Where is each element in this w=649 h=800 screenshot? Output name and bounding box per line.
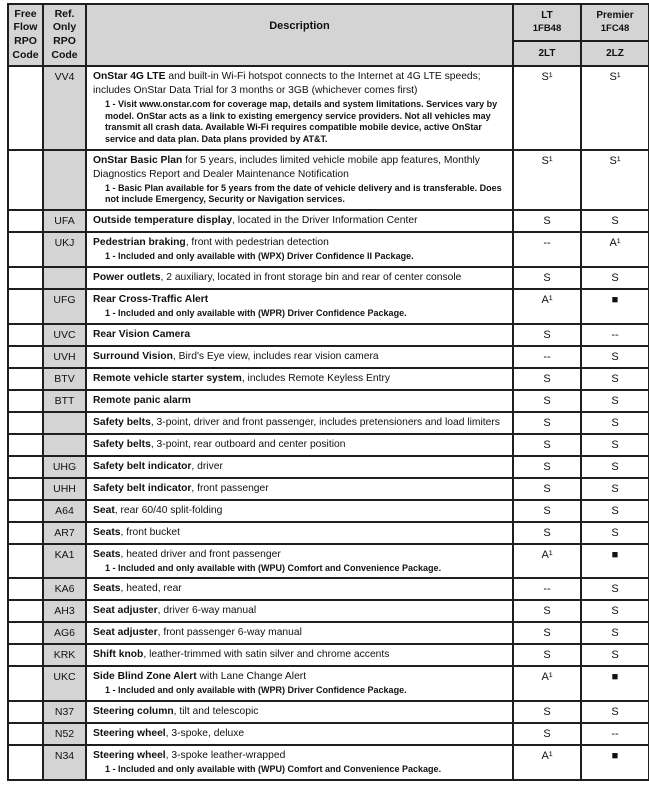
description-cell (86, 412, 513, 434)
feature-name: Steering column (93, 705, 174, 717)
description-cell (86, 500, 513, 522)
free-flow-code-cell (8, 390, 43, 412)
description-cell (86, 324, 513, 346)
description-cell (86, 745, 513, 780)
feature-detail: , heated driver and front passenger (120, 548, 281, 560)
ref-only-code-cell: AG6 (43, 622, 86, 644)
feature-footnote: 1 - Included and only available with (WPU) Comfort and Convenience Package. (105, 562, 442, 573)
lt-availability-cell: S (513, 723, 581, 745)
feature-detail: , rear 60/40 split-folding (114, 504, 223, 516)
feature-description (93, 70, 508, 98)
features-table-body (8, 66, 649, 780)
feature-description (93, 293, 508, 307)
lt-availability-cell: S (513, 412, 581, 434)
feature-description (93, 626, 508, 640)
premier-availability-cell: S (581, 412, 649, 434)
feature-name: Seat adjuster (93, 627, 158, 639)
feature-detail: , 3-spoke leather-wrapped (165, 749, 286, 761)
premier-availability-cell: ■ (581, 289, 649, 324)
feature-detail: , includes Remote Keyless Entry (241, 372, 391, 384)
free-flow-code-cell (8, 666, 43, 701)
feature-footnote: 1 - Included and only available with (WPR) Driver Confidence Package. (105, 307, 407, 318)
feature-name: OnStar 4G LTE (93, 71, 166, 82)
features-table (7, 3, 649, 781)
free-flow-code-cell (8, 368, 43, 390)
feature-detail: , 3-point, driver and front passenger, includes pretensioners and load limiters (150, 416, 500, 428)
premier-availability-cell: S (581, 522, 649, 544)
feature-row-N52 (8, 723, 649, 745)
feature-row-item-4 (8, 267, 649, 289)
premier-availability-cell: ■ (581, 544, 649, 579)
premier-availability-cell: S (581, 622, 649, 644)
feature-description (93, 526, 508, 540)
feature-detail: , driver (191, 460, 223, 472)
ref-only-code-cell: KRK (43, 644, 86, 666)
feature-name: Steering wheel (93, 727, 166, 739)
description-cell (86, 66, 513, 150)
premier-availability-cell: S (581, 456, 649, 478)
feature-row-UVC (8, 324, 649, 346)
feature-row-UVH (8, 346, 649, 368)
lt-availability-cell: S¹ (513, 66, 581, 150)
feature-description (93, 582, 508, 596)
ref-only-code-cell (43, 150, 86, 210)
premier-availability-cell: S (581, 434, 649, 456)
free-flow-code-cell (8, 578, 43, 600)
feature-name: Seats (93, 526, 121, 538)
description-cell (86, 390, 513, 412)
lt-availability-cell: A¹ (513, 544, 581, 579)
premier-availability-cell: -- (581, 324, 649, 346)
feature-description (93, 460, 508, 474)
feature-name: Remote vehicle starter system (93, 372, 242, 384)
premier-availability-cell: S (581, 390, 649, 412)
feature-name: Power outlets (93, 271, 161, 283)
feature-footnote: 1 - Included and only available with (WPX) Driver Confidence II Package. (105, 251, 414, 262)
description-cell (86, 622, 513, 644)
feature-row-UHG (8, 456, 649, 478)
description-cell (86, 723, 513, 745)
feature-name: Rear Cross-Traffic Alert (93, 293, 209, 305)
lt-availability-cell: S (513, 600, 581, 622)
ref-only-code-cell: VV4 (43, 66, 86, 150)
header-row-main (8, 4, 649, 41)
feature-description (93, 372, 508, 386)
description-cell (86, 701, 513, 723)
ref-only-code-cell: BTV (43, 368, 86, 390)
feature-row-UKC (8, 666, 649, 701)
feature-row-AR7 (8, 522, 649, 544)
lt-availability-cell: S (513, 210, 581, 232)
feature-footnote: 1 - Included and only available with (WPR) Driver Confidence Package. (105, 685, 407, 696)
feature-detail: , Bird's Eye view, includes rear vision camera (172, 350, 379, 362)
feature-name: Steering wheel (93, 749, 166, 761)
feature-name: Surround Vision (93, 350, 173, 362)
feature-detail: for 5 years, includes limited vehicle mobile app features, Monthly Diagnostics Report and Dealer Maintenance Notification (93, 154, 480, 180)
feature-name: Shift knob (93, 649, 144, 661)
free-flow-code-cell (8, 267, 43, 289)
feature-row-UKJ (8, 232, 649, 267)
feature-row-VV4 (8, 66, 649, 150)
feature-description (93, 154, 508, 182)
feature-description (93, 548, 508, 562)
ref-only-code-cell: N52 (43, 723, 86, 745)
feature-name: Safety belt indicator (93, 482, 192, 494)
premier-availability-cell: S (581, 644, 649, 666)
feature-detail: , front passenger (191, 482, 269, 494)
feature-detail: , front bucket (120, 526, 181, 538)
description-cell (86, 210, 513, 232)
free-flow-code-cell (8, 456, 43, 478)
header-trim-lt (513, 4, 581, 41)
premier-availability-cell: S (581, 368, 649, 390)
feature-description (93, 705, 508, 719)
free-flow-code-cell (8, 412, 43, 434)
header-ref-only-rpo: Ref. Only RPO Code (43, 4, 86, 66)
free-flow-code-cell (8, 644, 43, 666)
premier-availability-cell: S¹ (581, 150, 649, 210)
trim-model-code-lt: 1FB48 (532, 22, 562, 34)
premier-availability-cell: S (581, 500, 649, 522)
free-flow-code-cell (8, 324, 43, 346)
lt-availability-cell: S (513, 267, 581, 289)
feature-description (93, 236, 508, 250)
feature-row-KRK (8, 644, 649, 666)
free-flow-code-cell (8, 150, 43, 210)
feature-row-item-1 (8, 150, 649, 210)
feature-name: Pedestrian braking (93, 237, 186, 249)
free-flow-code-cell (8, 745, 43, 780)
feature-description (93, 504, 508, 518)
feature-name: OnStar Basic Plan (93, 154, 183, 166)
lt-availability-cell: S (513, 522, 581, 544)
feature-name: Remote panic alarm (93, 394, 191, 406)
ref-only-code-cell: BTT (43, 390, 86, 412)
lt-availability-cell: S (513, 390, 581, 412)
premier-availability-cell: ■ (581, 745, 649, 780)
features-table-header (8, 4, 649, 66)
feature-detail: , tilt and telescopic (173, 705, 259, 717)
feature-description (93, 328, 508, 342)
free-flow-code-cell (8, 600, 43, 622)
premier-availability-cell: A¹ (581, 232, 649, 267)
ref-only-code-cell: UHH (43, 478, 86, 500)
feature-description (93, 727, 508, 741)
feature-name: Side Blind Zone Alert (93, 671, 197, 683)
lt-availability-cell: -- (513, 232, 581, 267)
feature-description (93, 271, 508, 285)
feature-row-UFG (8, 289, 649, 324)
ref-only-code-cell: UFA (43, 210, 86, 232)
free-flow-code-cell (8, 544, 43, 579)
header-free-flow-rpo: Free Flow RPO Code (8, 4, 43, 66)
description-cell (86, 478, 513, 500)
feature-footnote: 1 - Visit www.onstar.com for coverage map, details and system limitations. Services vary by model. OnStar acts as a link to existing emergency service providers. Not all vehicles may transmit all crash data. Available Wi-Fi requires compatible mobile device, active OnStar service and data plan. Data plans provided by AT&T. (105, 99, 498, 145)
premier-availability-cell: S¹ (581, 66, 649, 150)
feature-detail: , located in the Driver Information Center (232, 215, 418, 227)
ref-only-code-cell: UVH (43, 346, 86, 368)
premier-availability-cell: S (581, 600, 649, 622)
free-flow-code-cell (8, 522, 43, 544)
free-flow-code-cell (8, 434, 43, 456)
lt-availability-cell: S (513, 456, 581, 478)
feature-description (93, 604, 508, 618)
premier-availability-cell: S (581, 267, 649, 289)
free-flow-code-cell (8, 500, 43, 522)
lt-availability-cell: S (513, 622, 581, 644)
lt-availability-cell: S (513, 434, 581, 456)
feature-description (93, 438, 508, 452)
lt-availability-cell: A¹ (513, 289, 581, 324)
feature-row-UFA (8, 210, 649, 232)
ref-only-code-cell: N37 (43, 701, 86, 723)
feature-name: Outside temperature display (93, 215, 233, 227)
premier-availability-cell: S (581, 578, 649, 600)
feature-name: Seats (93, 548, 121, 560)
feature-row-item-10 (8, 412, 649, 434)
feature-name: Safety belt indicator (93, 460, 192, 472)
feature-row-N34 (8, 745, 649, 780)
ref-only-code-cell: UKC (43, 666, 86, 701)
feature-detail: , heated, rear (120, 583, 182, 595)
description-cell (86, 456, 513, 478)
lt-availability-cell: S (513, 368, 581, 390)
header-description: Description (86, 4, 513, 66)
feature-row-A64 (8, 500, 649, 522)
description-cell (86, 346, 513, 368)
feature-row-KA6 (8, 578, 649, 600)
header-trim-level-2lz: 2LZ (581, 41, 649, 66)
premier-availability-cell: -- (581, 723, 649, 745)
free-flow-code-cell (8, 210, 43, 232)
ref-only-code-cell: AH3 (43, 600, 86, 622)
ref-only-code-cell: KA6 (43, 578, 86, 600)
feature-description (93, 214, 508, 228)
feature-row-N37 (8, 701, 649, 723)
feature-detail: , 3-point, rear outboard and center position (150, 438, 346, 450)
ref-only-code-cell (43, 412, 86, 434)
lt-availability-cell: S (513, 644, 581, 666)
feature-name: Safety belts (93, 438, 151, 450)
lt-availability-cell: S (513, 500, 581, 522)
feature-name: Seat adjuster (93, 605, 158, 617)
feature-name: Seats (93, 583, 121, 595)
description-cell (86, 289, 513, 324)
header-trim-premier (581, 4, 649, 41)
feature-description (93, 482, 508, 496)
feature-detail: , leather-trimmed with satin silver and chrome accents (143, 649, 390, 661)
feature-row-item-11 (8, 434, 649, 456)
lt-availability-cell: S (513, 324, 581, 346)
feature-row-AH3 (8, 600, 649, 622)
free-flow-code-cell (8, 289, 43, 324)
ref-only-code-cell: UKJ (43, 232, 86, 267)
feature-description (93, 394, 508, 408)
free-flow-code-cell (8, 232, 43, 267)
premier-availability-cell: S (581, 701, 649, 723)
feature-detail: with Lane Change Alert (196, 671, 307, 683)
free-flow-code-cell (8, 478, 43, 500)
feature-detail: and built-in Wi-Fi hotspot connects to the Internet at 4G LTE speeds; includes OnStar Data Trial for 3 months or 3GB (whichever comes first) (93, 71, 481, 96)
description-cell (86, 368, 513, 390)
feature-detail: , front with pedestrian detection (185, 237, 329, 249)
feature-detail: , 3-spoke, deluxe (165, 727, 245, 739)
ref-only-code-cell (43, 434, 86, 456)
description-cell (86, 267, 513, 289)
feature-name: Rear Vision Camera (93, 328, 191, 340)
lt-availability-cell: S (513, 701, 581, 723)
description-cell (86, 578, 513, 600)
ref-only-code-cell: UFG (43, 289, 86, 324)
feature-description (93, 350, 508, 364)
description-cell (86, 544, 513, 579)
free-flow-code-cell (8, 66, 43, 150)
feature-description (93, 648, 508, 662)
lt-availability-cell: -- (513, 346, 581, 368)
free-flow-code-cell (8, 346, 43, 368)
feature-footnote: 1 - Included and only available with (WPU) Comfort and Convenience Package. (105, 763, 442, 774)
feature-name: Safety belts (93, 416, 151, 428)
lt-availability-cell: A¹ (513, 745, 581, 780)
premier-availability-cell: S (581, 210, 649, 232)
trim-name-lt: LT (541, 10, 553, 22)
free-flow-code-cell (8, 622, 43, 644)
lt-availability-cell: -- (513, 578, 581, 600)
feature-description (93, 416, 508, 430)
ref-only-code-cell: A64 (43, 500, 86, 522)
trim-model-code-premier: 1FC48 (600, 22, 630, 34)
feature-description (93, 749, 508, 763)
free-flow-code-cell (8, 723, 43, 745)
feature-row-AG6 (8, 622, 649, 644)
feature-footnote: 1 - Basic Plan available for 5 years from the date of vehicle delivery and is transferable. Does not include Emergency, Security or Navigation services. (105, 182, 502, 205)
description-cell (86, 434, 513, 456)
lt-availability-cell: A¹ (513, 666, 581, 701)
premier-availability-cell: S (581, 478, 649, 500)
feature-detail: , driver 6-way manual (157, 605, 257, 617)
ref-only-code-cell: UHG (43, 456, 86, 478)
premier-availability-cell: ■ (581, 666, 649, 701)
free-flow-code-cell (8, 701, 43, 723)
description-cell (86, 600, 513, 622)
feature-row-UHH (8, 478, 649, 500)
lt-availability-cell: S¹ (513, 150, 581, 210)
description-cell (86, 522, 513, 544)
feature-detail: , 2 auxiliary, located in front storage bin and rear of center console (160, 271, 462, 283)
ref-only-code-cell: UVC (43, 324, 86, 346)
description-cell (86, 232, 513, 267)
feature-detail: , front passenger 6-way manual (157, 627, 302, 639)
description-cell (86, 666, 513, 701)
feature-row-KA1 (8, 544, 649, 579)
feature-name: Seat (93, 504, 115, 516)
feature-description (93, 670, 508, 684)
ref-only-code-cell: KA1 (43, 544, 86, 579)
feature-row-BTV (8, 368, 649, 390)
description-cell (86, 644, 513, 666)
ref-only-code-cell: AR7 (43, 522, 86, 544)
ref-only-code-cell: N34 (43, 745, 86, 780)
trim-name-premier: Premier (596, 10, 634, 22)
lt-availability-cell: S (513, 478, 581, 500)
header-trim-level-2lt: 2LT (513, 41, 581, 66)
description-cell (86, 150, 513, 210)
ref-only-code-cell (43, 267, 86, 289)
premier-availability-cell: S (581, 346, 649, 368)
feature-row-BTT (8, 390, 649, 412)
